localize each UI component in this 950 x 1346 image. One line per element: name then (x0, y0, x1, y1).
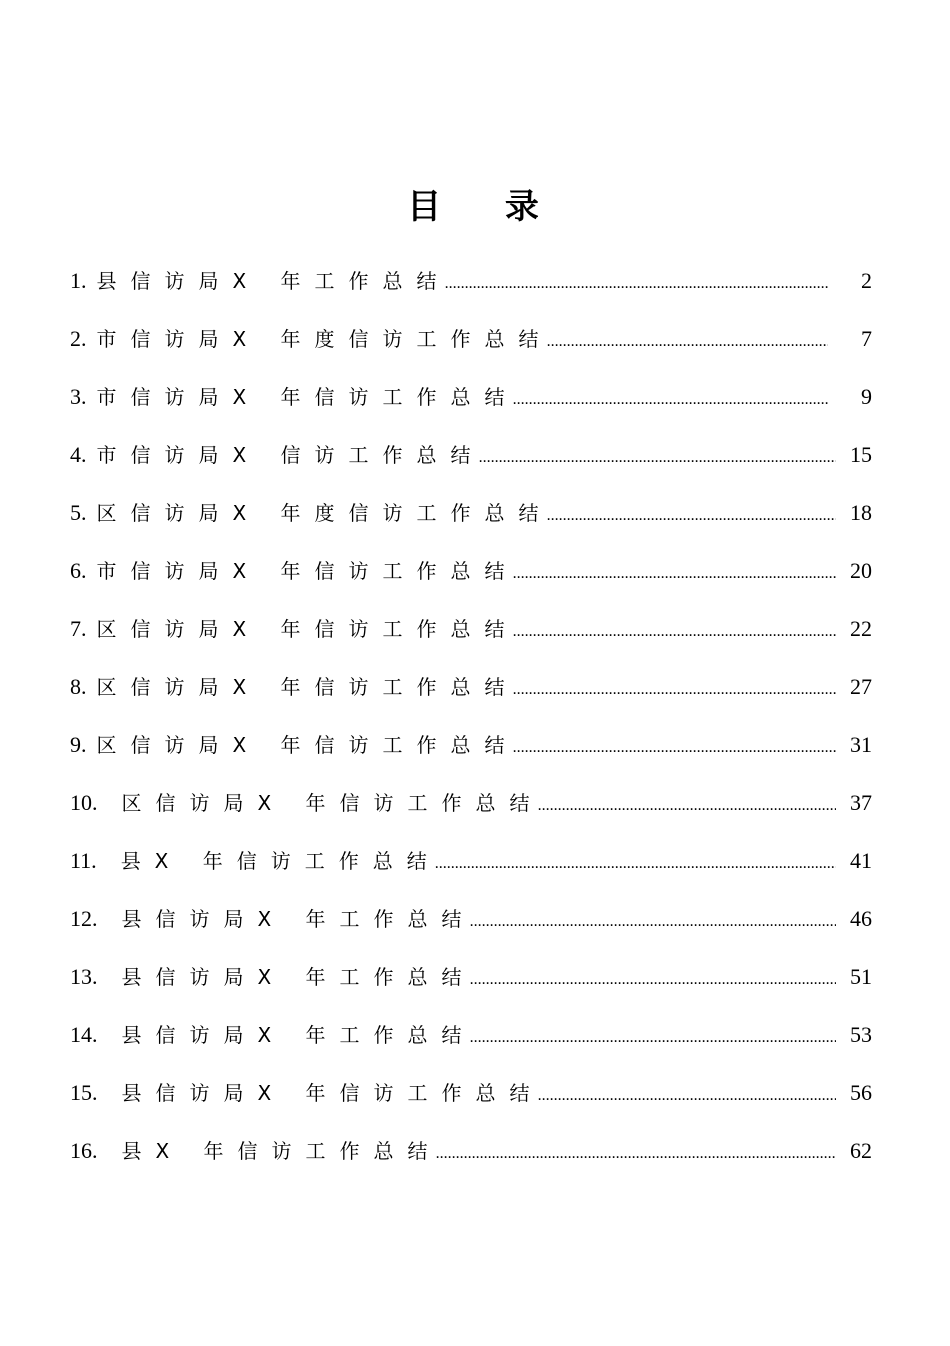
entry-page-number: 2 (861, 268, 872, 293)
entry-number: 7. (70, 616, 87, 641)
dot-leader (470, 951, 836, 1009)
entry-number: 1. (70, 268, 87, 293)
toc-entry[interactable] (70, 600, 872, 658)
table-of-contents (70, 252, 872, 1180)
dot-leader (513, 371, 828, 429)
toc-entry[interactable] (70, 1064, 872, 1122)
entry-title[interactable]: 区信访局X 年信访工作总结 (96, 733, 519, 757)
toc-entry[interactable] (70, 1006, 872, 1064)
dot-leader (436, 1125, 836, 1183)
dot-leader (479, 429, 836, 487)
entry-title[interactable]: 区信访局X 年信访工作总结 (96, 675, 519, 699)
entry-page-number: 9 (861, 384, 872, 409)
toc-entry[interactable] (70, 948, 872, 1006)
toc-entry[interactable] (70, 252, 872, 310)
entry-page-number: 18 (850, 500, 872, 525)
entry-number: 14. (70, 1022, 98, 1047)
entry-title[interactable]: 区信访局X 年信访工作总结 (121, 791, 544, 815)
entry-title[interactable]: 县X 年信访工作总结 (121, 1139, 442, 1163)
dot-leader (547, 313, 828, 371)
entry-title[interactable]: 县信访局X 年工作总结 (96, 269, 451, 293)
dot-leader (470, 1009, 836, 1067)
entry-number: 5. (70, 500, 87, 525)
dot-leader (435, 835, 836, 893)
entry-page-number: 27 (850, 674, 872, 699)
entry-title[interactable]: 区信访局X 年度信访工作总结 (96, 501, 553, 525)
entry-title[interactable]: 县信访局X 年工作总结 (121, 965, 476, 989)
entry-page-number: 56 (850, 1080, 872, 1105)
entry-page-number: 41 (850, 848, 872, 873)
entry-title[interactable]: 县X 年信访工作总结 (120, 849, 441, 873)
entry-title[interactable]: 县信访局X 年信访工作总结 (121, 1081, 544, 1105)
dot-leader (513, 545, 836, 603)
toc-entry[interactable] (70, 774, 872, 832)
entry-page-number: 51 (850, 964, 872, 989)
toc-entry[interactable] (70, 890, 872, 948)
entry-number: 12. (70, 906, 98, 931)
entry-title[interactable]: 市信访局X 年信访工作总结 (96, 385, 519, 409)
dot-leader (513, 719, 836, 777)
entry-title[interactable]: 市信访局X 年信访工作总结 (96, 559, 519, 583)
entry-number: 2. (70, 326, 87, 351)
entry-page-number: 31 (850, 732, 872, 757)
entry-number: 8. (70, 674, 87, 699)
dot-leader (445, 255, 828, 313)
dot-leader (538, 777, 836, 835)
entry-title[interactable]: 市信访局X 信访工作总结 (96, 443, 485, 467)
dot-leader (513, 603, 836, 661)
toc-entry[interactable] (70, 484, 872, 542)
entry-number: 10. (70, 790, 98, 815)
dot-leader (547, 487, 836, 545)
entry-page-number: 20 (850, 558, 872, 583)
dot-leader (470, 893, 836, 951)
entry-number: 11. (70, 848, 97, 873)
entry-title[interactable]: 区信访局X 年信访工作总结 (96, 617, 519, 641)
entry-number: 13. (70, 964, 98, 989)
toc-entry[interactable] (70, 716, 872, 774)
entry-title[interactable]: 县信访局X 年工作总结 (121, 907, 476, 931)
toc-entry[interactable] (70, 1122, 872, 1180)
entry-number: 4. (70, 442, 87, 467)
entry-title[interactable]: 县信访局X 年工作总结 (121, 1023, 476, 1047)
entry-number: 15. (70, 1080, 98, 1105)
toc-entry[interactable] (70, 368, 872, 426)
entry-page-number: 37 (850, 790, 872, 815)
entry-page-number: 22 (850, 616, 872, 641)
entry-page-number: 46 (850, 906, 872, 931)
toc-entry[interactable] (70, 542, 872, 600)
toc-entry[interactable] (70, 310, 872, 368)
dot-leader (538, 1067, 836, 1125)
entry-number: 9. (70, 732, 87, 757)
entry-number: 3. (70, 384, 87, 409)
page-title: 目 录 (407, 187, 565, 227)
entry-title[interactable]: 市信访局X 年度信访工作总结 (96, 327, 553, 351)
entry-page-number: 15 (850, 442, 872, 467)
entry-number: 16. (70, 1138, 98, 1163)
entry-page-number: 53 (850, 1022, 872, 1047)
entry-page-number: 62 (850, 1138, 872, 1163)
dot-leader (513, 661, 836, 719)
toc-entry[interactable] (70, 426, 872, 484)
toc-entry[interactable] (70, 832, 872, 890)
entry-page-number: 7 (861, 326, 872, 351)
entry-number: 6. (70, 558, 87, 583)
toc-entry[interactable] (70, 658, 872, 716)
